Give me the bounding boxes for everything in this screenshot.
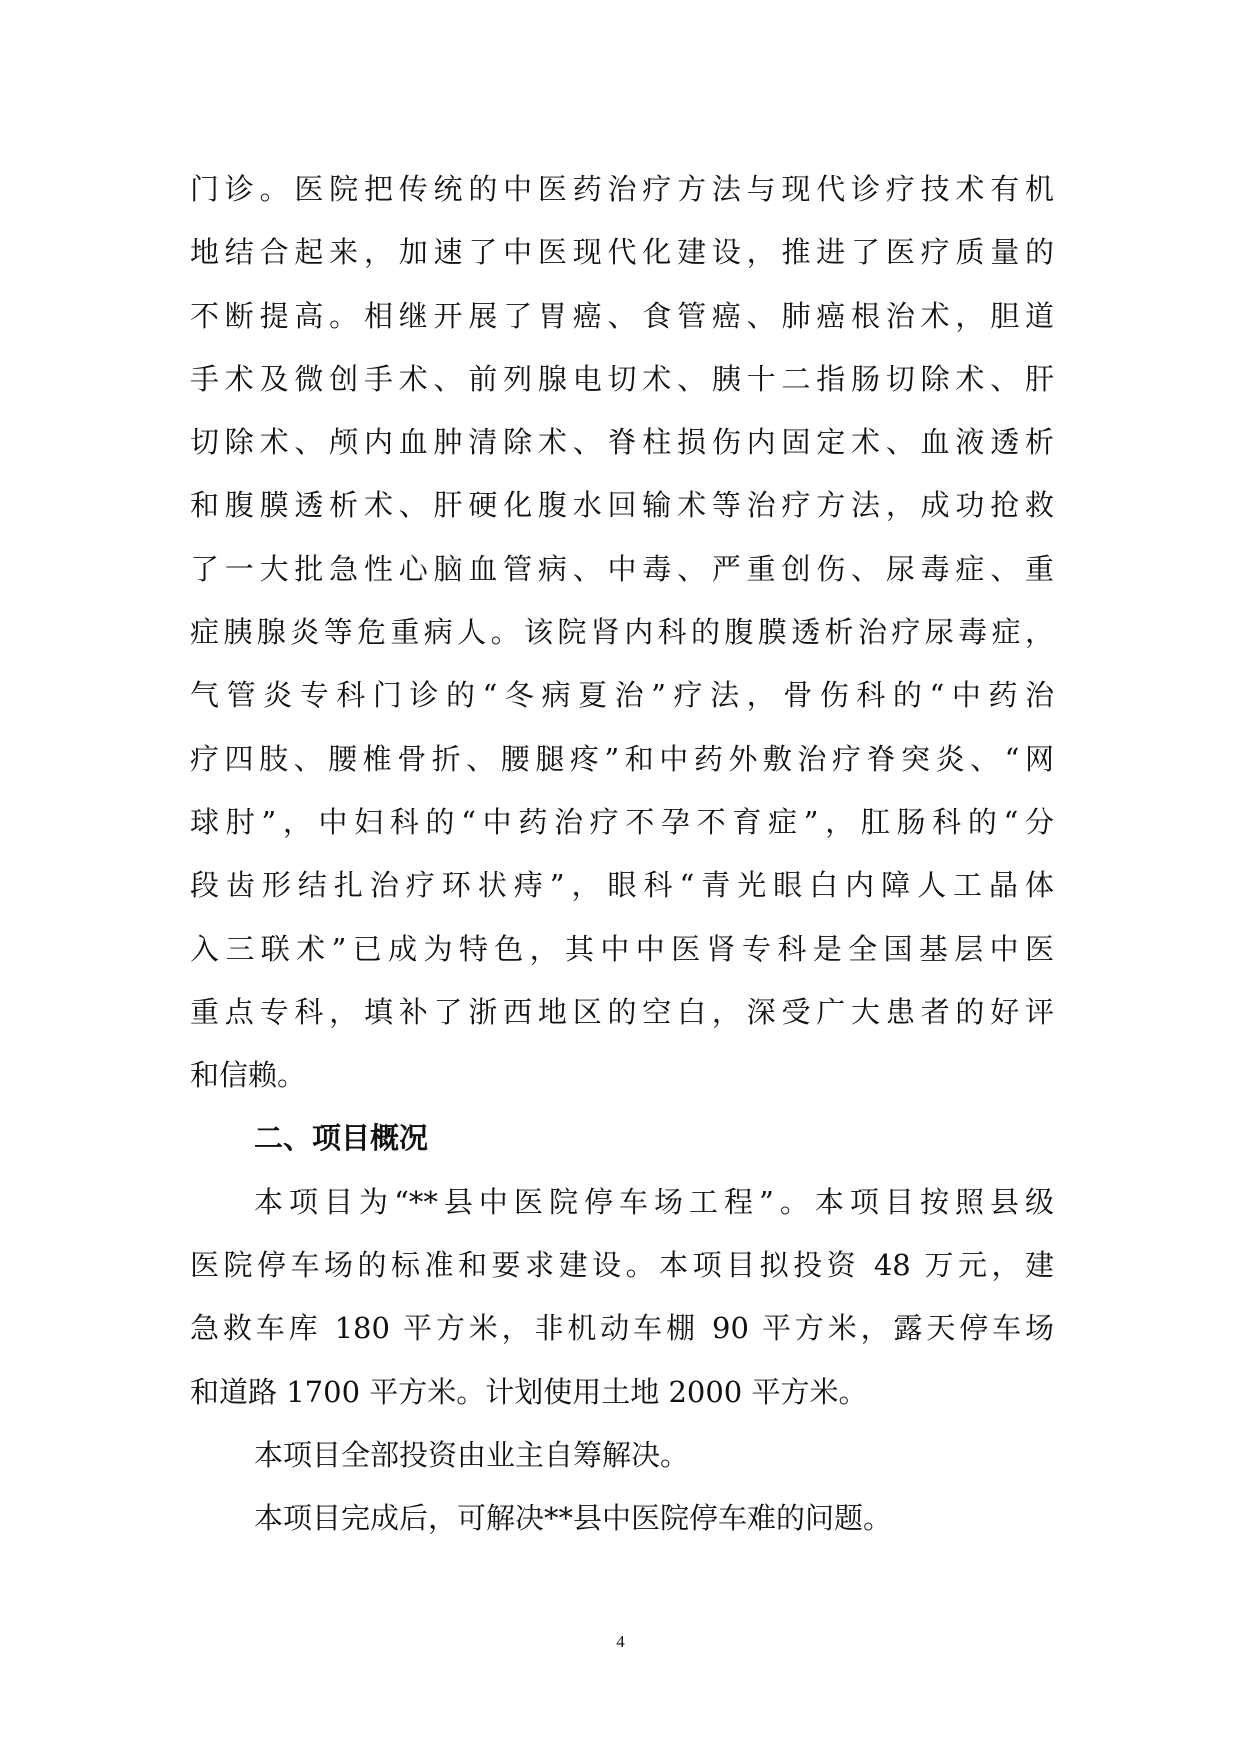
paragraph-line: 手术及微创手术、前列腺电切术、胰十二指肠切除术、肝 bbox=[190, 361, 1054, 396]
paragraph-line: 球肘”，中妇科的“中药治疗不孕不育症”，肛肠科的“分 bbox=[190, 804, 1054, 839]
paragraph-line: 症胰腺炎等危重病人。该院肾内科的腹膜透析治疗尿毒症， bbox=[190, 615, 1054, 650]
paragraph-line: 不断提高。相继开展了胃癌、食管癌、肺癌根治术，胆道 bbox=[190, 298, 1054, 333]
paragraph-line: 门诊。医院把传统的中医药治疗方法与现代诊疗技术有机 bbox=[190, 172, 1054, 206]
project-line: 本项目为“**县中医院停车场工程”。本项目按照县级 bbox=[254, 1184, 1054, 1219]
project-line: 急救车库 180 平方米，非机动车棚 90 平方米，露天停车场 bbox=[190, 1311, 1054, 1346]
paragraph-line: 气管炎专科门诊的“冬病夏治”疗法，骨伤科的“中药治 bbox=[190, 678, 1054, 713]
paragraph-line: 和腹膜透析术、肝硬化腹水回输术等治疗方法，成功抢救 bbox=[190, 488, 1054, 523]
paragraph-line: 切除术、颅内血肿清除术、脊柱损伤内固定术、血液透析 bbox=[190, 425, 1054, 460]
paragraph-line: 了一大批急性心脑血管病、中毒、严重创伤、尿毒症、重 bbox=[190, 551, 1054, 586]
project-line: 医院停车场的标准和要求建设。本项目拟投资 48 万元，建 bbox=[190, 1248, 1054, 1283]
paragraph-line: 疗四肢、腰椎骨折、腰腿疼”和中药外敷治疗脊突炎、“网 bbox=[190, 741, 1054, 776]
paragraph-line: 段齿形结扎治疗环状痔”，眼科“青光眼白内障人工晶体 bbox=[190, 868, 1054, 903]
paragraph-line: 和信赖。 bbox=[190, 1058, 307, 1093]
section-heading: 二、项目概况 bbox=[254, 1121, 429, 1156]
paragraph-line: 重点专科，填补了浙西地区的空白，深受广大患者的好评 bbox=[190, 994, 1054, 1029]
paragraph-line: 地结合起来，加速了中医现代化建设，推进了医疗质量的 bbox=[190, 235, 1054, 270]
body-text bbox=[190, 158, 1054, 1551]
page-number: 4 bbox=[616, 1632, 625, 1651]
outcome-line: 本项目完成后，可解决**县中医院停车难的问题。 bbox=[254, 1501, 893, 1536]
paragraph-line: 入三联术”已成为特色，其中中医肾专科是全国基层中医 bbox=[190, 931, 1054, 966]
project-line: 和道路 1700 平方米。计划使用土地 2000 平方米。 bbox=[190, 1374, 868, 1409]
funding-line: 本项目全部投资由业主自筹解决。 bbox=[254, 1437, 690, 1472]
